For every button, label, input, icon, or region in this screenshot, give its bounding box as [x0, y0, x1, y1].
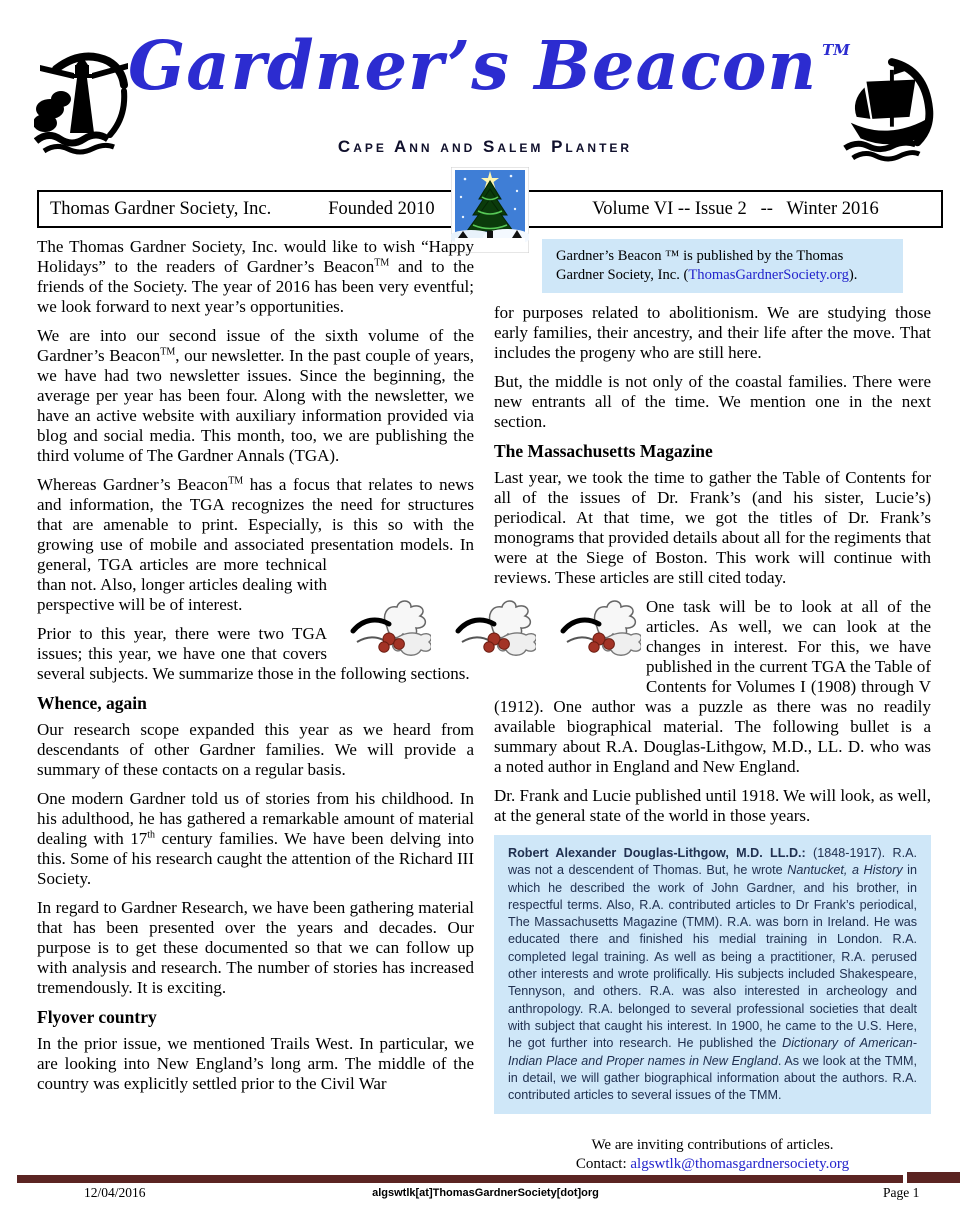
- section-heading-whence-again: Whence, again: [37, 693, 147, 713]
- text-segment: The Thomas Gardner Society, Inc. would like to wish “Happy Holidays” to the readers of Gardner’s Beacon: [37, 237, 474, 276]
- text-segment: Gardner’s Beacon ™ is published by the Thomas Gardner Society, Inc. (: [556, 248, 844, 283]
- text-segment: in which he described the work of John Gardner, and his brother, in respectful terms. Also, R.A. contributed articles to Dr Frank’s periodical, The Massachusetts Magazine (TMM). R.A. was born in Ireland. He was educated there and finished his medial training in London. R.A. completed legal training. As well as being a practitioner, R.A. perused other interests and wrote prolifically. His subjects included Shakespeare, Tennyson, and others. R.A. was also interested in archeology and anthropology. R.A. belonged to several professional societies that dealt with subject that caught his interest. In 1900, he came to the U.S. Here, he got further into research. He published the: [508, 863, 917, 1051]
- footer-date: 12/04/2016: [84, 1185, 146, 1200]
- text-segment: , our newsletter. In the past couple of years, we have had two newsletter issues. Since the beginning, the average per year has been four. Along with the newsletter, we have an active website with auxiliary information provided via blog and social media. This month, too, we are publishing the third volume of The Gardner Annals (TGA).: [37, 346, 474, 465]
- left-paragraph-4: Prior to this year, there were two TGA issues; this year, we have one that covers several subjects. We summarize those in the following sections.: [37, 624, 470, 683]
- book-title: Nantucket, a History: [787, 863, 903, 878]
- left-paragraph-2: [37, 326, 474, 466]
- left-column: [37, 237, 474, 1103]
- text-segment: (1848-1917). R.A. was not a descendent of Thomas. But, he wrote: [508, 846, 917, 878]
- left-paragraph-7: In regard to Gardner Research, we have been gathering material that has been presented over the years and decades. Our purpose is to get these documented so that we can follow up with analysis and research. The number of stories has increased tremendously. It is exciting.: [37, 898, 474, 997]
- right-column: [494, 237, 931, 1114]
- contact-label: Contact:: [575, 1156, 631, 1172]
- banner-left: [39, 199, 440, 220]
- left-paragraph-6: [37, 789, 474, 889]
- trademark-superscript: TM: [228, 475, 244, 487]
- text-segment: models. In general, TGA articles are more technical than not. Also, longer articles dealing with perspective will be of interest.: [37, 535, 474, 614]
- left-paragraph-5: Our research scope expanded this year as we heard from descendants of other Gardner families. We will provide a summary of these contacts on a regular basis.: [37, 720, 474, 779]
- left-paragraph-1: [37, 237, 474, 317]
- section-heading-flyover-country: Flyover country: [37, 1007, 157, 1027]
- society-name: Thomas Gardner Society, Inc.: [50, 198, 272, 219]
- text-segment: century families. We have been delving into this. Some of his research caught the attention of the Richard III Society.: [37, 829, 474, 888]
- footer-page-number: Page 1: [883, 1185, 920, 1200]
- left-paragraph-8: In the prior issue, we mentioned Trails West. In particular, we are looking into New England’s long arm. The middle of the country was explicitly settled prior to the Civil War: [37, 1034, 474, 1093]
- trademark-superscript: TM: [374, 257, 390, 269]
- holly-text-wrap-spacer: [494, 597, 646, 681]
- right-paragraph-3: Last year, we took the time to gather the Table of Contents for all of the issues of Dr. Frank’s (and his sister, Lucie’s) periodical. At that time, we got the titles of Dr. Frank’s monograms that provided details about all for the regiments that were at the Siege of Boston. This work will continue with reviews. These articles are still cited today.: [494, 468, 931, 587]
- contact-invite-line: We are inviting contributions of articles.: [591, 1137, 834, 1153]
- text-segment: and to the friends of the Society. The year of 2016 has been very eventful; we look forward to next year’s opportunities.: [37, 257, 474, 316]
- footer-email: algswtlk[at]ThomasGardnerSociety[dot]org: [372, 1187, 599, 1199]
- text-segment: has a focus that relates to news and information, the TGA recognizes the need for structures that are amenable to print. Especially, is this so with the growing use of mobile and associated presentation: [37, 475, 475, 554]
- lighthouse-icon: [34, 47, 130, 159]
- right-paragraph-4: [494, 597, 931, 777]
- trademark-symbol: TM: [822, 41, 850, 59]
- founded-label: Founded 2010: [328, 198, 435, 219]
- text-segment: . As we look at the TMM, in detail, we will gather biographical information about the authors. R.A. contributed articles to several issues of the TMM.: [508, 1053, 917, 1103]
- publisher-note-box: [542, 239, 903, 293]
- right-paragraph-1: for purposes related to abolitionism. We are studying those early families, their ancestry, and their life after the move. That includes the progeny who are still here.: [494, 303, 931, 362]
- masthead-subtitle: Cape Ann and Salem Planter: [337, 137, 633, 156]
- footer-rule-end-segment: [907, 1172, 960, 1183]
- ship-icon: [841, 57, 935, 165]
- bio-lead: Robert Alexander Douglas-Lithgow, M.D. LL.D.:: [508, 846, 806, 860]
- right-paragraph-5: Dr. Frank and Lucie published until 1918. We will look, as well, at the general state of the world in those years.: [494, 786, 931, 825]
- text-segment: One modern Gardner told us of stories from his childhood. In his adulthood, he has gathered a remarkable amount of material dealing with 17: [37, 789, 474, 848]
- left-paragraph-3: [37, 475, 474, 615]
- newsletter-title: Gardner’s Beacon: [128, 26, 818, 105]
- masthead: [128, 26, 850, 134]
- contact-block: [494, 1136, 931, 1174]
- trademark-superscript: TM: [160, 346, 176, 358]
- book-title: Dictionary of American-Indian Place and Proper names in New England: [508, 1036, 917, 1068]
- right-paragraph-2: But, the middle is not only of the coastal families. There were new entrants all of the time. We mention one in the next section.: [494, 372, 931, 431]
- society-website-link[interactable]: ThomasGardnerSociety.org: [688, 267, 849, 283]
- text-segment: We are into our second issue of the sixth volume of the Gardner’s Beacon: [37, 326, 474, 365]
- holly-text-wrap-spacer: [327, 555, 474, 663]
- issue-label: Volume VI -- Issue 2 -- Winter 2016: [592, 198, 879, 219]
- text-segment: Whereas Gardner’s Beacon: [37, 475, 229, 494]
- ordinal-superscript: th: [147, 829, 156, 841]
- text-segment: ).: [848, 267, 858, 283]
- douglas-lithgow-bio-box: [494, 835, 931, 1114]
- section-heading-massachusetts-magazine: The Massachusetts Magazine: [494, 441, 713, 461]
- text-segment: One task will be to look at all of the articles. As well, we can look at the changes in interest. For this, we have published in the current TGA the Table of Contents for Volumes I (1908) through V (1912). One author was a puzzle as there was no readily available biographical material. The following bullet is a summary about R.A. Douglas-Lithgow, M.D., LL. D. who was a noted author in England and New England.: [494, 597, 931, 776]
- contact-line: [494, 1155, 931, 1174]
- footer-rule: [17, 1175, 903, 1183]
- contact-email-link[interactable]: algswtlk@thomasgardnersociety.org: [630, 1156, 850, 1172]
